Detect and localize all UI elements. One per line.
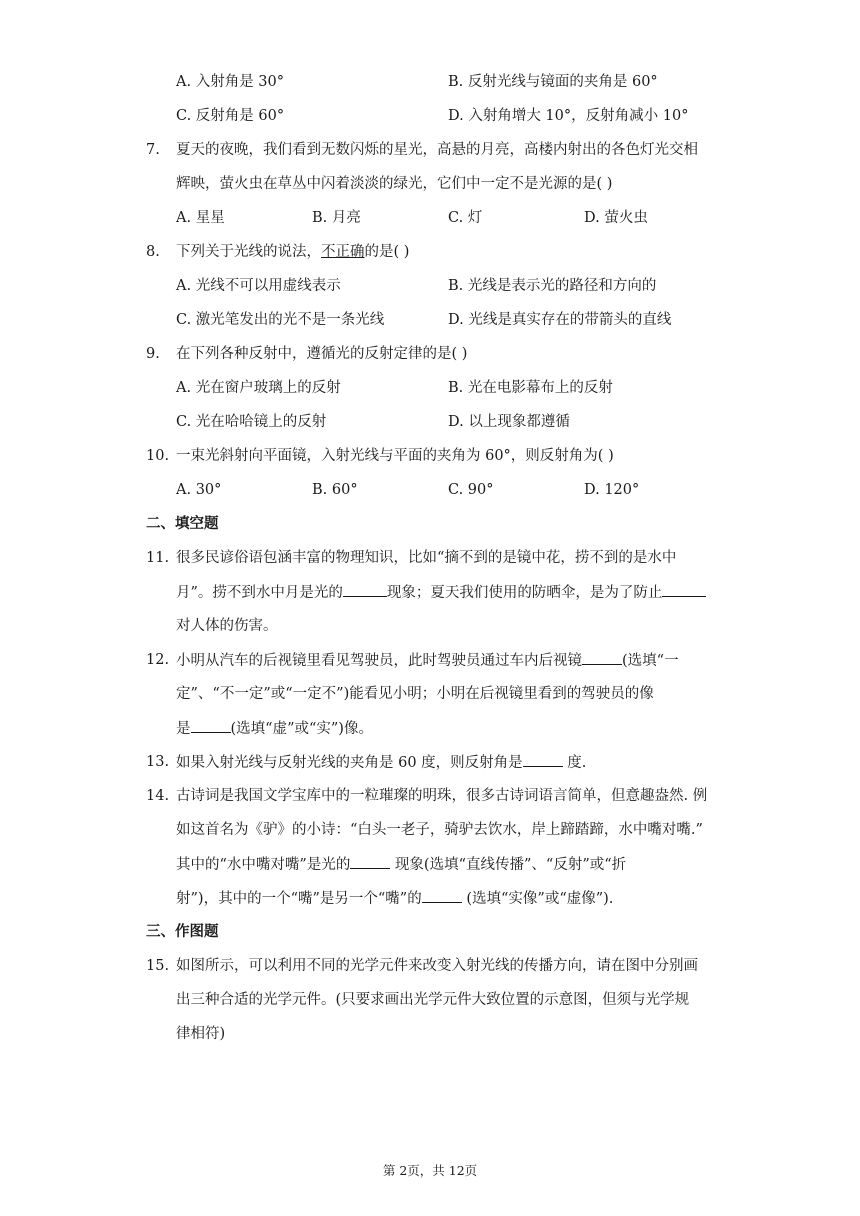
q7-option-d: D. 萤火虫: [584, 210, 648, 226]
q15-line2: 出三种合适的光学元件。(只要求画出光学元件大致位置的示意图，但须与光学规: [176, 992, 690, 1008]
q9-option-a: A. 光在窗户玻璃上的反射: [176, 380, 341, 396]
answer-blank[interactable]: [582, 650, 622, 665]
q9-option-d: D. 以上现象都遵循: [448, 414, 570, 430]
q7-option-c: C. 灯: [448, 210, 483, 226]
section-heading-drawing: 三、作图题: [146, 923, 219, 940]
q13-stem: [176, 752, 586, 773]
q8-stem: [176, 242, 409, 262]
q8-option-c: C. 激光笔发出的光不是一条光线: [176, 312, 385, 328]
q15-line1: 如图所示，可以利用不同的光学元件来改变入射光线的传播方向，请在图中分别画: [176, 958, 698, 974]
page-footer: 第 2页，共 12页: [382, 1163, 478, 1178]
q8-option-d: D. 光线是真实存在的带箭头的直线: [448, 312, 672, 328]
q7-number: 7.: [146, 142, 160, 158]
q7-stem-line2: 辉映，萤火虫在草丛中闪着淡淡的绿光，它们中一定不是光源的是( ): [176, 176, 613, 192]
q8-stem-underlined: 不正确: [321, 244, 365, 260]
q14-number: 14.: [146, 788, 170, 804]
q6-option-b: B. 反射光线与镜面的夹角是 60°: [448, 74, 658, 90]
q10-number: 10.: [146, 448, 170, 464]
q6-option-a: A. 入射角是 30°: [176, 74, 284, 90]
answer-blank[interactable]: [523, 752, 563, 767]
q12-line1: [176, 650, 679, 671]
q15-line3: 律相符): [176, 1026, 226, 1042]
q13-stem-pre: 如果入射光线与反射光线的夹角是 60 度，则反射角是: [176, 755, 523, 771]
q12-number: 12.: [146, 652, 170, 668]
answer-blank[interactable]: [343, 582, 387, 597]
q10-option-a: A. 30°: [176, 482, 222, 498]
q11-number: 11.: [146, 550, 170, 566]
q12-line3-part1: 是: [176, 721, 191, 737]
q7-option-a: A. 星星: [176, 210, 225, 226]
q8-stem-post: 的是( ): [364, 244, 410, 260]
q12-line3-part2: (选填“虚”或“实”)像。: [230, 721, 373, 737]
q8-number: 8.: [146, 244, 160, 260]
q9-option-c: C. 光在哈哈镜上的反射: [176, 414, 327, 430]
q14-line4-part1: 射”)，其中的一个“嘴”是另一个“嘴”的: [176, 891, 422, 907]
q11-line2: [176, 582, 706, 603]
q11-line2-part2: 现象；夏天我们使用的防晒伞，是为了防止: [386, 585, 663, 601]
q10-stem: 一束光斜射向平面镜，入射光线与平面的夹角为 60°，则反射角为( ): [176, 448, 614, 464]
answer-blank[interactable]: [350, 854, 390, 869]
q11-line1: 很多民谚俗语包涵丰富的物理知识，比如“摘不到的是镜中花，捞不到的是水中: [176, 550, 677, 566]
q9-option-b: B. 光在电影幕布上的反射: [448, 380, 613, 396]
q14-line1: 古诗词是我国文学宝库中的一粒璀璨的明珠，很多古诗词语言简单，但意趣盎然. 例: [176, 788, 708, 804]
q10-option-b: B. 60°: [312, 482, 358, 498]
q8-option-a: A. 光线不可以用虚线表示: [176, 278, 341, 294]
q7-stem-line1: 夏天的夜晚，我们看到无数闪烁的星光，高悬的月亮，高楼内射出的各色灯光交相: [176, 142, 698, 158]
q12-line2: 定”、“不一定”或“一定不”)能看见小明；小明在后视镜里看到的驾驶员的像: [176, 686, 654, 702]
q12-line1-part1: 小明从汽车的后视镜里看见驾驶员，此时驾驶员通过车内后视镜: [176, 653, 582, 669]
q15-number: 15.: [146, 958, 170, 974]
q11-line2-part1: 月”。捞不到水中月是光的: [176, 585, 343, 601]
q14-line4: [176, 888, 613, 909]
q6-option-d: D. 入射角增大 10°，反射角减小 10°: [448, 108, 689, 124]
q9-number: 9.: [146, 346, 160, 362]
q8-stem-pre: 下列关于光线的说法，: [176, 244, 321, 260]
q14-line3-part1: 其中的“水中嘴对嘴”是光的: [176, 857, 351, 873]
q9-stem: 在下列各种反射中，遵循光的反射定律的是( ): [176, 346, 468, 362]
answer-blank[interactable]: [191, 718, 231, 733]
q7-option-b: B. 月亮: [312, 210, 361, 226]
q14-line2: 如这首名为《驴》的小诗：“白头一老子，骑驴去饮水，岸上蹄踏蹄，水中嘴对嘴.”: [176, 822, 703, 838]
q8-option-b: B. 光线是表示光的路径和方向的: [448, 278, 657, 294]
section-heading-fill-in: 二、填空题: [146, 515, 219, 532]
q12-line3: [176, 718, 373, 739]
q14-line3-part2: 现象(选填“直线传播”、“反射”或“折: [390, 857, 627, 873]
answer-blank[interactable]: [422, 888, 462, 903]
q10-option-d: D. 120°: [584, 482, 640, 498]
q13-number: 13.: [146, 754, 170, 770]
q13-stem-post: 度.: [562, 755, 587, 771]
q6-option-c: C. 反射角是 60°: [176, 108, 285, 124]
q11-line3: 对人体的伤害。: [176, 618, 278, 634]
answer-blank[interactable]: [662, 582, 706, 597]
q10-option-c: C. 90°: [448, 482, 494, 498]
q14-line3: [176, 854, 626, 875]
q14-line4-part2: (选填“实像”或“虚像”).: [461, 891, 614, 907]
q12-line1-part2: (选填“一: [622, 653, 679, 669]
